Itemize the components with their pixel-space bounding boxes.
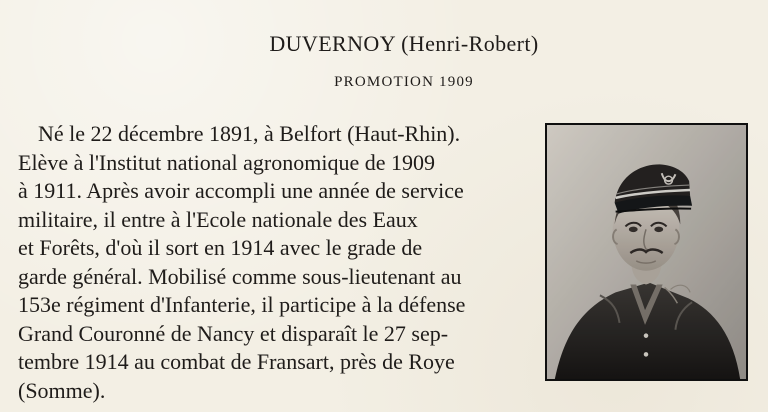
promotion-label: PROMOTION 1909 xyxy=(334,74,474,90)
biography-text xyxy=(18,120,523,405)
biography-line: Né le 22 décembre 1891, à Belfort (Haut-Rhin). xyxy=(38,121,461,146)
biography-line: militaire, il entre à l'Ecole nationale des Eaux xyxy=(18,206,418,232)
biography-line: 153e régiment d'Infanterie, il participe à la défense xyxy=(18,292,466,317)
portrait-photo-frame xyxy=(545,123,748,381)
biography-line: tembre 1914 au combat de Fransart, près de Roye xyxy=(18,349,455,374)
page-title: DUVERNOY (Henri-Robert) xyxy=(269,31,539,56)
biography-line: Grand Couronné de Nancy et disparaît le 27 sep- xyxy=(18,320,449,346)
biography-line: Elève à l'Institut national agronomique de 1909 xyxy=(18,149,435,175)
biography-line: à 1911. Après avoir accompli une année de service xyxy=(18,178,464,203)
portrait-photo-icon xyxy=(547,125,746,379)
biography-line: (Somme). xyxy=(18,377,106,403)
biography-line: garde général. Mobilisé comme sous-lieutenant au xyxy=(18,263,462,289)
biography-line: et Forêts, d'où il sort en 1914 avec le grade de xyxy=(18,235,423,260)
